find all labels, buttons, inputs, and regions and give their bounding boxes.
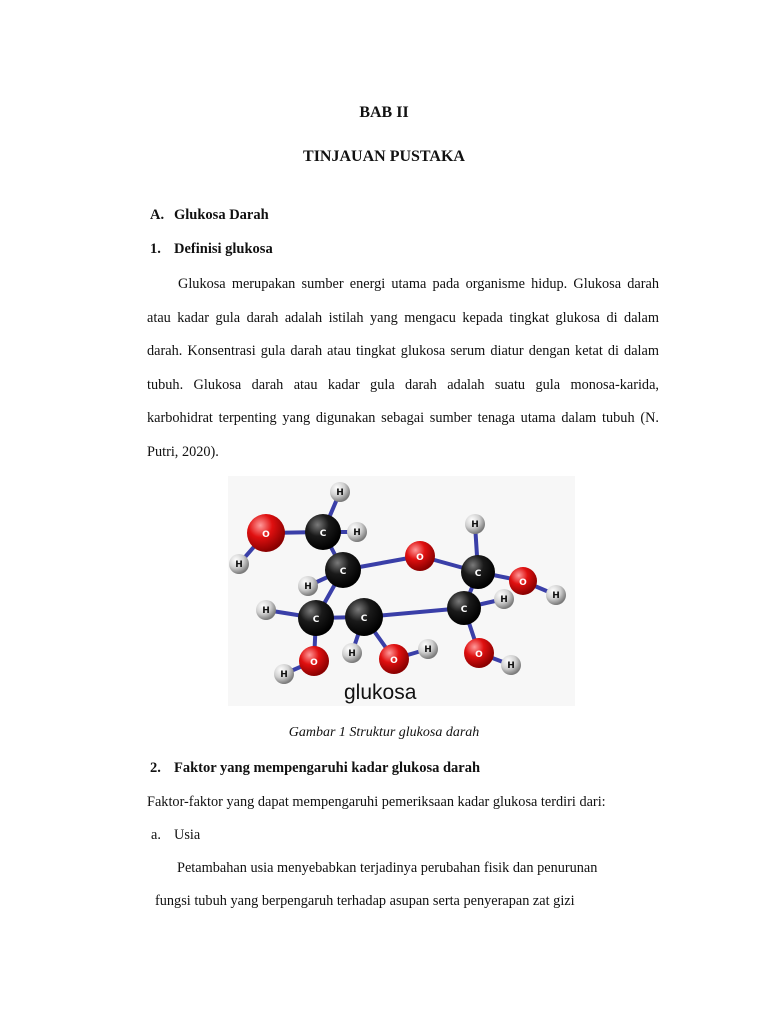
svg-text:O: O bbox=[416, 553, 424, 563]
svg-text:H: H bbox=[353, 528, 361, 538]
hydrogen-atom-4 bbox=[298, 576, 318, 596]
molecule-label: glukosa bbox=[344, 681, 417, 704]
svg-text:O: O bbox=[390, 656, 398, 666]
svg-text:O: O bbox=[519, 578, 527, 588]
svg-text:C: C bbox=[474, 569, 482, 579]
section-a-number: A. bbox=[150, 207, 165, 223]
hydrogen-atom-6 bbox=[256, 600, 276, 620]
svg-text:H: H bbox=[262, 606, 270, 616]
hydrogen-atom-12 bbox=[501, 655, 521, 675]
subsection-1-number: 1. bbox=[150, 241, 161, 257]
definition-paragraph-text: Glukosa merupakan sumber energi utama pada organisme hidup. Glukosa darah atau kadar gula darah adalah istilah yang mengacu kepada tingkat glukosa di dalam darah. Konsentrasi gula darah atau tingkat glukosa serum diatur dengan ketat di dalam tubuh. Glukosa darah atau kadar gula darah adalah suatu gula monosa-karida, karbohidrat terpenting yang digunakan sebagai sumber tenaga utama dalam tubuh (N. Putri, 2020). bbox=[147, 276, 659, 460]
hydrogen-atom-3 bbox=[229, 554, 249, 574]
figure-caption: Gambar 1 Struktur glukosa darah bbox=[288, 725, 480, 740]
svg-text:O: O bbox=[262, 530, 270, 540]
svg-text:C: C bbox=[312, 615, 320, 625]
svg-text:H: H bbox=[424, 645, 432, 655]
svg-text:H: H bbox=[500, 595, 508, 605]
svg-text:O: O bbox=[475, 650, 483, 660]
svg-text:H: H bbox=[336, 488, 344, 498]
oxygen-atom-4 bbox=[299, 646, 329, 676]
item-a-letter: a. bbox=[151, 827, 161, 843]
hydrogen-atom-9 bbox=[342, 643, 362, 663]
oxygen-atom-ring bbox=[405, 541, 435, 571]
definition-paragraph bbox=[147, 268, 659, 470]
glucose-structure-figure bbox=[228, 476, 575, 706]
hydrogen-atom-11 bbox=[274, 664, 294, 684]
svg-text:H: H bbox=[280, 670, 288, 680]
item-a-line-2: fungsi tubuh yang berpengaruh terhadap asupan serta penyerapan zat gizi bbox=[155, 893, 575, 909]
svg-text:H: H bbox=[304, 582, 312, 592]
chapter-title: TINJAUAN PUSTAKA bbox=[303, 148, 465, 165]
oxygen-atom-1 bbox=[247, 514, 285, 552]
svg-text:O: O bbox=[310, 658, 318, 668]
section-a-title: Glukosa Darah bbox=[174, 207, 269, 223]
svg-text:C: C bbox=[460, 605, 468, 615]
item-a-title: Usia bbox=[174, 827, 201, 843]
oxygen-atom-3 bbox=[509, 567, 537, 595]
subsection-1-title: Definisi glukosa bbox=[174, 241, 273, 257]
svg-text:C: C bbox=[319, 529, 327, 539]
hydrogen-atom-1 bbox=[330, 482, 350, 502]
hydrogen-atom-2 bbox=[347, 522, 367, 542]
carbon-atom-2 bbox=[325, 552, 361, 588]
svg-text:H: H bbox=[235, 560, 243, 570]
hydrogen-atom-8 bbox=[546, 585, 566, 605]
carbon-atom-1 bbox=[305, 514, 341, 550]
carbon-atom-4 bbox=[447, 591, 481, 625]
svg-text:H: H bbox=[348, 649, 356, 659]
item-a-line-1: Petambahan usia menyebabkan terjadinya perubahan fisik dan penurunan bbox=[177, 860, 598, 876]
oxygen-atom-6 bbox=[464, 638, 494, 668]
svg-text:H: H bbox=[552, 591, 560, 601]
hydrogen-atom-5 bbox=[465, 514, 485, 534]
chapter-heading: BAB II bbox=[359, 104, 409, 121]
svg-text:C: C bbox=[360, 614, 368, 624]
hydrogen-atom-7 bbox=[494, 589, 514, 609]
subsection-2-title: Faktor yang mempengaruhi kadar glukosa darah bbox=[174, 760, 481, 776]
svg-text:C: C bbox=[339, 567, 347, 577]
carbon-atom-3 bbox=[461, 555, 495, 589]
oxygen-atoms bbox=[247, 514, 537, 676]
subsection-2-intro: Faktor-faktor yang dapat mempengaruhi pemeriksaan kadar glukosa terdiri dari: bbox=[147, 794, 606, 810]
hydrogen-atom-10 bbox=[418, 639, 438, 659]
svg-text:H: H bbox=[507, 661, 515, 671]
carbon-atom-5 bbox=[298, 600, 334, 636]
oxygen-atom-5 bbox=[379, 644, 409, 674]
carbon-atom-6 bbox=[345, 598, 383, 636]
carbon-atoms bbox=[298, 514, 495, 636]
svg-text:H: H bbox=[471, 520, 479, 530]
subsection-2-number: 2. bbox=[150, 760, 161, 776]
